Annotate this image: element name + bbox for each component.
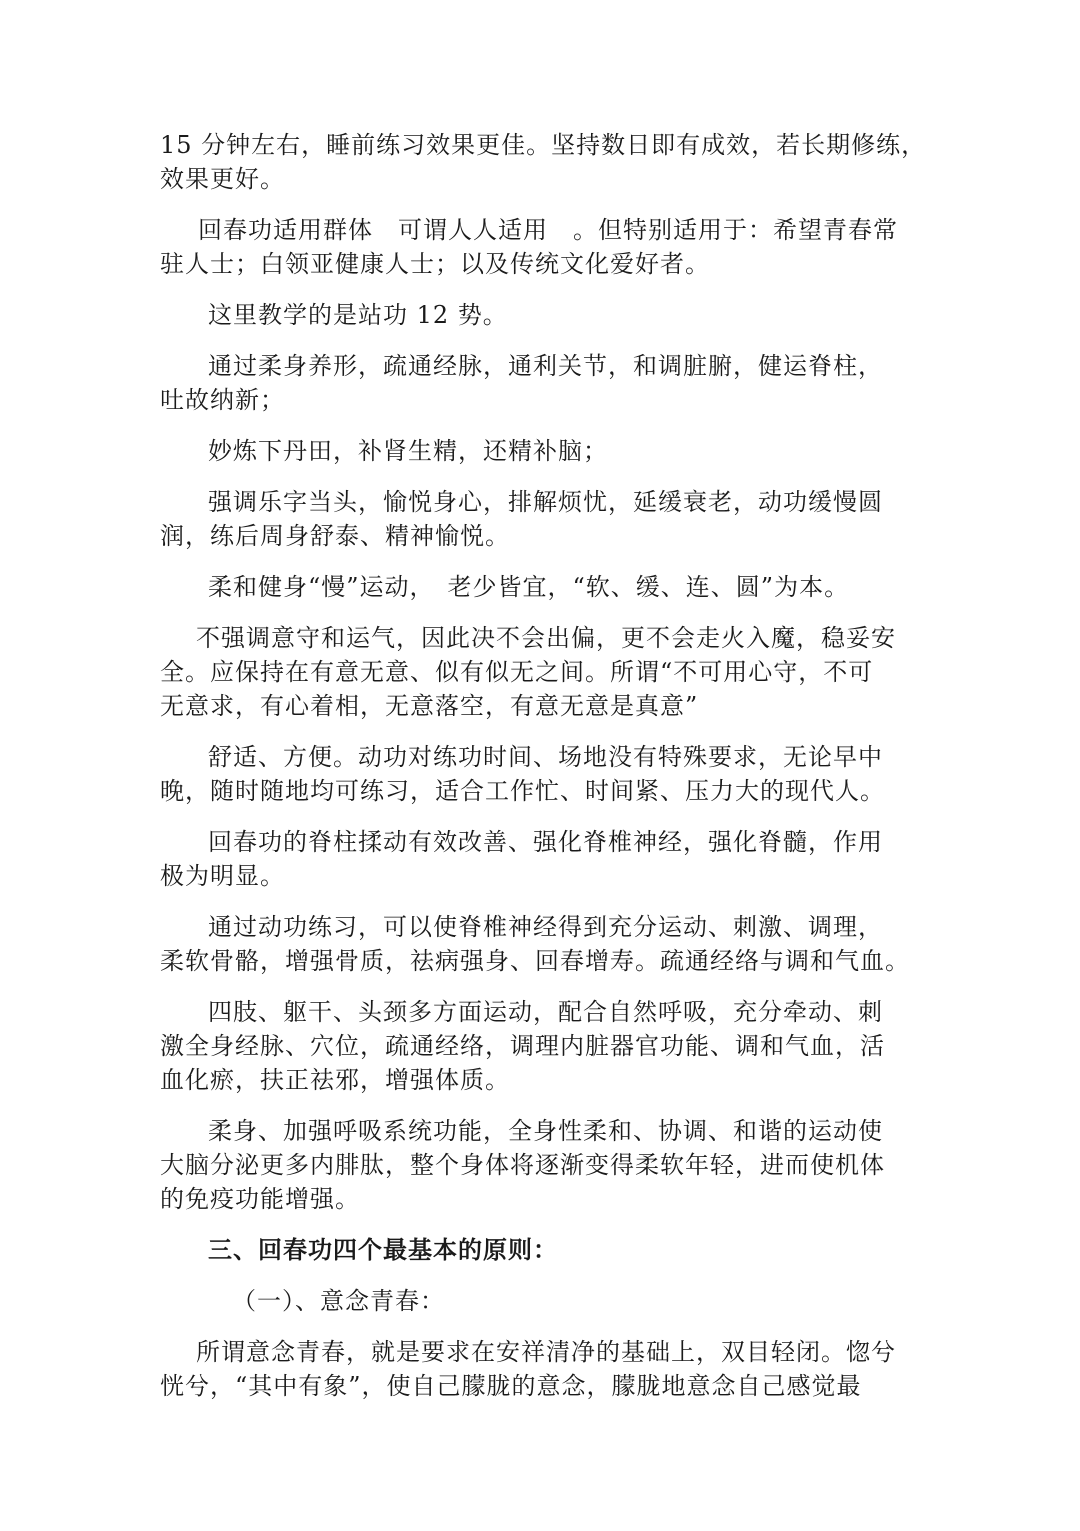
paragraph-line: 大脑分泌更多内腓肽，整个身体将逐渐变得柔软年轻，进而使机体	[160, 1151, 885, 1179]
final-paragraph	[160, 1335, 935, 1403]
paragraph-line: 回春功的脊柱揉动有效改善、强化脊椎神经，强化脊髓，作用	[208, 828, 883, 856]
paragraph-line: 激全身经脉、穴位，疏通经络，调理内脏器官功能、调和气血，活	[160, 1032, 885, 1060]
paragraph-line: 驻人士；白领亚健康人士；以及传统文化爱好者。	[160, 250, 710, 278]
paragraph	[160, 621, 935, 723]
paragraph-line: 回春功适用群体 可谓人人适用 。但特别适用于：希望青春常	[198, 216, 898, 244]
paragraph-line: 效果更好。	[160, 165, 285, 193]
paragraph-line: 吐故纳新；	[160, 386, 285, 414]
paragraph	[160, 1114, 935, 1216]
section-heading: 三、回春功四个最基本的原则：	[208, 1235, 558, 1264]
document-page	[160, 128, 935, 1420]
paragraph	[160, 213, 935, 281]
paragraph	[160, 298, 935, 332]
paragraph	[160, 1335, 935, 1403]
paragraph-line: 四肢、躯干、头颈多方面运动，配合自然呼吸，充分牵动、刺	[208, 998, 883, 1026]
paragraph-line: 通过动功练习，可以使脊椎神经得到充分运动、刺激、调理，	[208, 913, 883, 941]
paragraph	[160, 910, 935, 978]
paragraph-line: 极为明显。	[160, 862, 285, 890]
paragraph-line: 全。应保持在有意无意、似有似无之间。所谓“不可用心守，不可	[160, 658, 874, 686]
paragraph	[160, 740, 935, 808]
body-paragraphs	[160, 128, 935, 1216]
paragraph	[160, 485, 935, 553]
paragraph-line: 不强调意守和运气，因此决不会出偏，更不会走火入魔，稳妥安	[196, 624, 896, 652]
paragraph-line: 妙炼下丹田，补肾生精，还精补脑；	[208, 437, 608, 465]
paragraph	[160, 349, 935, 417]
paragraph-line: 润，练后周身舒泰、精神愉悦。	[160, 522, 510, 550]
paragraph-line: 柔软骨骼，增强骨质，祛病强身、回春增寿。疏通经络与调和气血。	[160, 947, 910, 975]
paragraph-line: 柔和健身“慢”运动， 老少皆宜，“软、缓、连、圆”为本。	[208, 573, 850, 601]
paragraph-line: 柔身、加强呼吸系统功能，全身性柔和、协调、和谐的运动使	[208, 1117, 883, 1145]
paragraph-line: 无意求，有心着相，无意落空，有意无意是真意”	[160, 692, 699, 720]
paragraph-line: 的免疫功能增强。	[160, 1185, 360, 1213]
paragraph	[160, 128, 935, 196]
paragraph	[160, 825, 935, 893]
paragraph-line: 舒适、方便。动功对练功时间、场地没有特殊要求，无论早中	[208, 743, 883, 771]
paragraph-line: 15 分钟左右，睡前练习效果更佳。坚持数日即有成效，若长期修练，	[160, 131, 927, 159]
paragraph-line: 血化瘀，扶正祛邪，增强体质。	[160, 1066, 510, 1094]
paragraph-line: 所谓意念青春，就是要求在安祥清净的基础上，双目轻闭。惚兮	[196, 1338, 896, 1366]
paragraph-line: 通过柔身养形，疏通经脉，通利关节，和调脏腑，健运脊柱，	[208, 352, 883, 380]
paragraph	[160, 434, 935, 468]
paragraph-line: 强调乐字当头，愉悦身心，排解烦忧，延缓衰老，动功缓慢圆	[208, 488, 883, 516]
paragraph-line: 晚，随时随地均可练习，适合工作忙、时间紧、压力大的现代人。	[160, 777, 885, 805]
paragraph	[160, 995, 935, 1097]
paragraph-line: 这里教学的是站功 12 势。	[208, 301, 508, 329]
subheading: （一）、意念青春：	[232, 1287, 445, 1315]
paragraph-line: 恍兮，“其中有象”，使自己朦胧的意念，朦胧地意念自己感觉最	[160, 1372, 862, 1400]
paragraph	[160, 570, 935, 604]
